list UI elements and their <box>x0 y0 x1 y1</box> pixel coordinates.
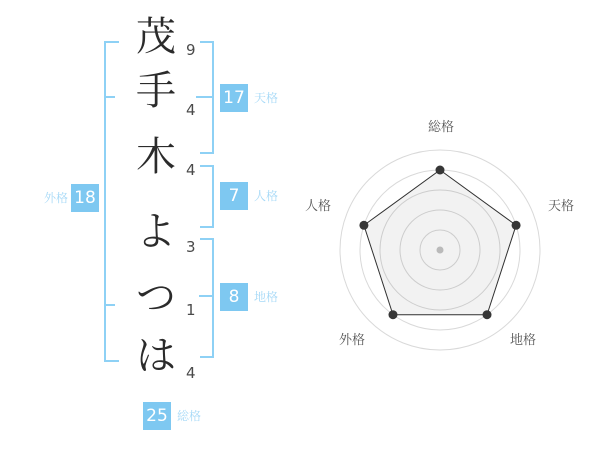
gaikaku-bracket-top-hook <box>104 41 119 43</box>
gaikaku-bracket-bottom-hook <box>104 360 119 362</box>
stroke-count-6: 4 <box>186 364 196 382</box>
radar-chart <box>290 120 590 380</box>
chikaku-bracket-tick <box>199 295 214 297</box>
radar-point <box>483 310 492 319</box>
chikaku-value-box: 8 <box>220 283 248 311</box>
gaikaku-bracket-tick-upper <box>104 96 115 98</box>
jinkaku-label: 人格 <box>254 189 279 203</box>
radar-axis-label-chikaku: 地格 <box>509 333 537 348</box>
name-char-6: は <box>136 333 176 379</box>
stroke-count-3: 4 <box>186 161 196 179</box>
jinkaku-bracket-top-hook <box>200 165 214 167</box>
tenkaku-bracket-tick <box>196 96 214 98</box>
soukaku-value-box: 25 <box>143 402 171 430</box>
gaikaku-bracket-tick-lower <box>104 304 115 306</box>
radar-axis-label-tenkaku: 天格 <box>547 199 575 214</box>
gaikaku-label: 外格 <box>43 191 68 205</box>
tenkaku-bracket-bottom-hook <box>200 152 214 154</box>
radar-point <box>359 221 368 230</box>
chikaku-bracket-bottom-hook <box>200 356 214 358</box>
stroke-count-1: 9 <box>186 41 196 59</box>
name-char-1: 茂 <box>136 14 176 60</box>
gaikaku-bracket-line <box>104 41 106 362</box>
chikaku-bracket-line <box>212 238 214 358</box>
chikaku-label: 地格 <box>254 290 279 304</box>
stroke-count-2: 4 <box>186 101 196 119</box>
tenkaku-label: 天格 <box>254 91 279 105</box>
name-char-4: よ <box>136 209 176 255</box>
tenkaku-value-box: 17 <box>220 84 248 112</box>
radar-axis-label-soukaku: 総格 <box>427 120 455 135</box>
name-char-2: 手 <box>136 68 176 114</box>
stroke-count-5: 1 <box>186 301 196 319</box>
tenkaku-bracket-top-hook <box>200 41 214 43</box>
name-char-3: 木 <box>136 134 176 180</box>
radar-point <box>512 221 521 230</box>
chikaku-bracket-top-hook <box>200 238 214 240</box>
radar-point <box>388 310 397 319</box>
jinkaku-value-box: 7 <box>220 182 248 210</box>
radar-polygon <box>364 170 516 315</box>
gaikaku-value-box: 18 <box>71 184 99 212</box>
soukaku-label: 総格 <box>177 409 202 423</box>
radar-axis-label-jinkaku: 人格 <box>304 199 332 214</box>
name-char-5: つ <box>136 275 176 321</box>
radar-axis-label-gaikaku: 外格 <box>338 333 366 348</box>
stroke-count-4: 3 <box>186 238 196 256</box>
radar-point <box>436 166 445 175</box>
jinkaku-bracket-line <box>212 165 214 228</box>
jinkaku-bracket-bottom-hook <box>200 226 214 228</box>
